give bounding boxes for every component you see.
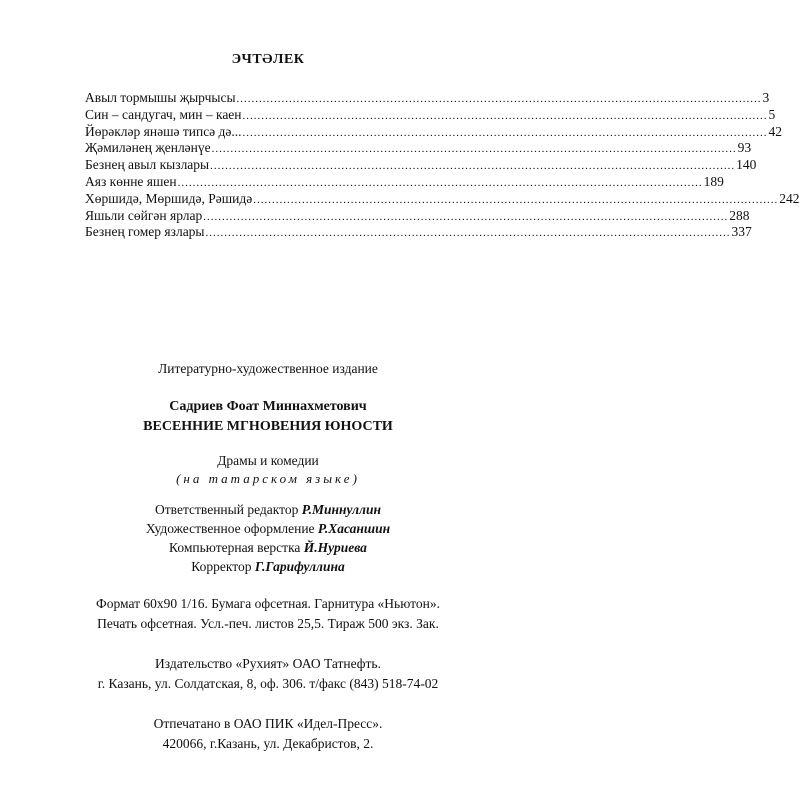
toc-entry-page: 189	[703, 173, 724, 189]
toc-entry-page: 288	[729, 207, 750, 223]
toc-leader-dots: ............................................................................................................................................	[211, 143, 737, 156]
toc-leader-dots: ............................................................................................................................................	[203, 210, 729, 223]
toc-entry	[85, 123, 783, 141]
toc-entry	[85, 224, 752, 241]
toc-entry-title: Аяз көнне яшен	[85, 173, 177, 189]
toc-entry-page: 242	[779, 190, 799, 206]
toc-entry-title: Җәмиләнең җенләнүе	[85, 140, 211, 156]
imprint-block	[0, 360, 536, 754]
toc-entry-page: 140	[736, 157, 757, 173]
author-name: Садриев Фоат Миннахметович	[169, 399, 367, 414]
publisher-address: г. Казань, ул. Солдатская, 8, оф. 306. т/факс (843) 518-74-02	[97, 676, 439, 691]
toc-leader-dots: ............................................................................................................................................	[210, 160, 736, 173]
publisher-name: Издательство «Рухият» ОАО Татнефть.	[155, 656, 381, 671]
toc-entry	[85, 173, 724, 191]
credit-line	[0, 519, 536, 538]
toc-entry-title: Син – сандугач, мин – каен	[85, 106, 242, 122]
toc-entry-title: Яшьли сөйгән ярлар	[85, 207, 203, 223]
specs-line-1: Формат 60х90 1/16. Бумага офсетная. Гарнитура «Ньютон».	[96, 596, 440, 611]
toc-leader-dots: ............................................................................................................................................	[253, 193, 779, 206]
toc-leader-dots: ............................................................................................................................................	[177, 176, 703, 189]
toc-entry	[85, 190, 799, 208]
toc-leader-dots: ............................................................................................................................................	[242, 109, 768, 122]
toc-entry	[85, 157, 757, 174]
genre: Драмы и комедии	[217, 453, 319, 468]
credit-role: Ответственный редактор	[155, 502, 299, 517]
toc-heading: ЭЧТӘЛЕК	[231, 52, 305, 67]
toc-entry-page: 337	[731, 224, 752, 240]
toc-entry	[85, 207, 750, 225]
toc-entry-page: 5	[768, 106, 776, 122]
credit-name: Й.Нуриева	[303, 540, 367, 555]
toc-leader-dots: ............................................................................................................................................	[205, 227, 731, 240]
toc-entry	[85, 140, 752, 157]
toc-entry-title: Безнең авыл кызлары	[85, 157, 210, 173]
toc-entry	[85, 90, 770, 107]
toc-entry-title: Йөрәкләр янәшә типсә дә...	[85, 123, 242, 139]
printer-address: 420066, г.Казань, ул. Декабристов, 2.	[162, 736, 374, 751]
credit-role: Корректор	[191, 559, 252, 574]
toc-entry-title: Авыл тормышы җырчысы	[85, 90, 236, 105]
credit-line	[0, 557, 536, 576]
language-note: (на татарском языке)	[176, 471, 360, 486]
edition-type: Литературно-художественное издание	[158, 361, 378, 376]
book-title: ВЕСЕННИЕ МГНОВЕНИЯ ЮНОСТИ	[143, 419, 393, 434]
specs-line-2: Печать офсетная. Усл.-печ. листов 25,5. Тираж 500 экз. Зак.	[97, 616, 439, 631]
credit-name: Р.Хасаншин	[317, 521, 391, 536]
technical-specs	[0, 594, 536, 634]
table-of-contents	[85, 90, 799, 241]
credits-list	[0, 500, 536, 576]
printer-name: Отпечатано в ОАО ПИК «Идел-Пресс».	[153, 716, 383, 731]
credit-role: Компьютерная верстка	[169, 540, 301, 555]
toc-entry-page: 93	[737, 140, 752, 156]
toc-leader-dots: ............................................................................................................................................	[236, 93, 762, 105]
toc-entry-page: 3	[762, 90, 770, 105]
credit-name: Г.Гарифуллина	[254, 559, 345, 574]
toc-entry-title: Хөршидә, Мөршидә, Рәшидә	[85, 190, 253, 206]
publisher-info	[0, 654, 536, 694]
toc-leader-dots: ............................................................................................................................................	[242, 126, 768, 139]
credit-role: Художественное оформление	[145, 521, 315, 536]
credit-line	[0, 500, 536, 519]
credit-line	[0, 538, 536, 557]
toc-entry	[85, 106, 776, 124]
toc-entry-title: Безнең гомер язлары	[85, 224, 205, 240]
toc-entry-page: 42	[768, 123, 783, 139]
credit-name: Р.Миннуллин	[301, 502, 381, 517]
printer-info	[0, 714, 536, 754]
